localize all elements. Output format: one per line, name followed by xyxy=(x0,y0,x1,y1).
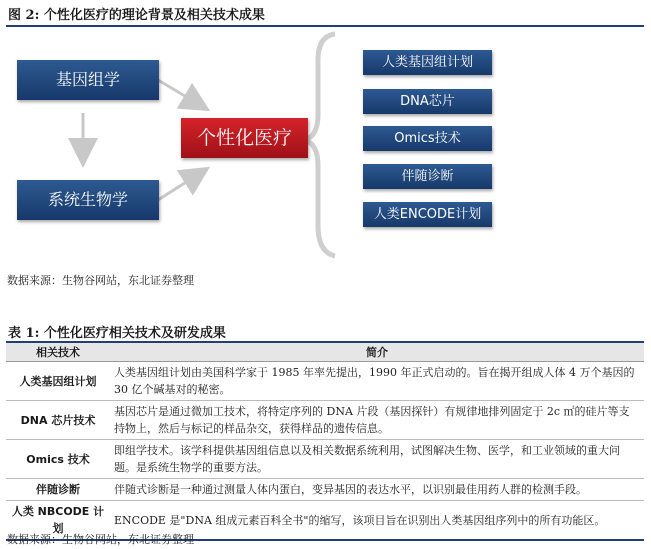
row-name: DNA 芯片技术 xyxy=(6,401,110,440)
box-encode: 人类ENCODE计划 xyxy=(363,202,492,227)
arrow-sysbio-to-center xyxy=(158,170,205,200)
row-desc: 人类基因组计划由美国科学家于 1985 年率先提出，1990 年正式启动的。旨在揭开组成人体 4 万个基因的 30 亿个碱基对的秘密。 xyxy=(110,362,644,401)
box-human-genome-project: 人类基因组计划 xyxy=(363,50,492,75)
box-omics: Omics技术 xyxy=(363,126,492,151)
figure-source: 数据来源：生物谷网站，东北证券整理 xyxy=(7,274,194,287)
box-genomics: 基因组学 xyxy=(17,60,159,100)
header-intro: 简介 xyxy=(110,342,644,362)
row-name: Omics 技术 xyxy=(6,440,110,479)
table-header-row xyxy=(6,342,644,362)
table-title: 表 1: 个性化医疗相关技术及研发成果 xyxy=(8,326,226,341)
table-row xyxy=(6,362,644,401)
table-row xyxy=(6,440,644,479)
table-source: 数据来源：生物谷网站，东北证券整理 xyxy=(7,533,194,546)
arrow-genomics-to-center xyxy=(158,80,205,108)
header-tech: 相关技术 xyxy=(6,342,110,362)
row-name: 人类基因组计划 xyxy=(6,362,110,401)
row-desc: 即组学技术。该学科提供基因组信息以及相关数据系统利用，试图解决生物、医学，和工业领域的重大问题。是系统生物学的重要方法。 xyxy=(110,440,644,479)
row-desc: ENCODE 是"DNA 组成元素百科全书"的缩写，该项目旨在识别出人类基因组序列中的所有功能区。 xyxy=(110,501,644,541)
box-systems-biology: 系统生物学 xyxy=(17,180,159,220)
table-row xyxy=(6,479,644,501)
row-desc: 基因芯片是通过微加工技术，将特定序列的 DNA 片段（基因探针）有规律地排列固定于 2c ㎡的硅片等支持物上，然后与标记的样品杂交，获得样品的遗传信息。 xyxy=(110,401,644,440)
box-companion-diagnostics: 伴随诊断 xyxy=(363,164,492,189)
box-personalized-medicine: 个性化医疗 xyxy=(181,118,308,158)
diagram xyxy=(0,30,651,266)
box-dna-chip: DNA芯片 xyxy=(363,89,492,114)
row-desc: 伴随式诊断是一种通过测量人体内蛋白，变异基因的表达水平，以识别最佳用药人群的检测手段。 xyxy=(110,479,644,501)
row-name: 伴随诊断 xyxy=(6,479,110,501)
table-row xyxy=(6,401,644,440)
brace xyxy=(305,34,335,256)
figure-title: 图 2: 个性化医疗的理论背景及相关技术成果 xyxy=(8,8,265,23)
title-rule xyxy=(6,25,644,27)
row-name: 人类 NBCODE 计划 xyxy=(6,501,110,541)
tech-table xyxy=(6,341,644,541)
